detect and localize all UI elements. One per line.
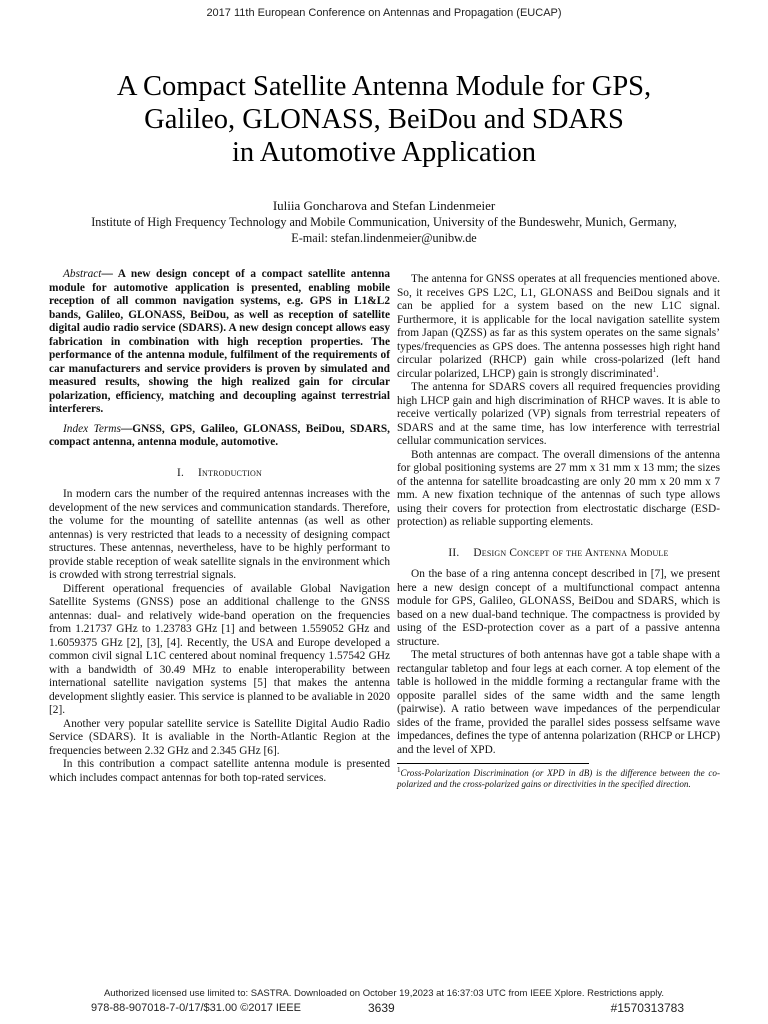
dimensions-paragraph: Both antennas are compact. The overall dimensions of the antenna for global positioning systems are 27 mm x 31 mm x 13 mm; the sizes of the antenna for satellite broadcasting are only 20 mm x 20 mm x 7 mm. A new fixation technique of the antennas of such type allows using their covers for protection from electrostatic discharge (ESD-protection) as reliable supporting elements. — [397, 448, 720, 528]
abstract-label: Abstract — [63, 268, 102, 280]
abstract — [49, 268, 390, 417]
footnote-divider — [397, 763, 589, 764]
isbn-copyright: 978-88-907018-7-0/17/$31.00 ©2017 IEEE — [91, 1002, 301, 1014]
paragraph-text: The antenna for GNSS operates at all frequencies mentioned above. So, it receives GPS L2C, L1, GLONASS and BeiDou signals and it can be applied for a system based on the new L1C signal. Furthermore, it is applicable for the local navigation satellite system from Japan (QZSS) as far as this system operates on the same signals’ types/frequencies as GPS does. The antenna possesses high right hand circular polarized (RHCP) gain while cross-polarized (left hand circular polarized, LHCP) gain is strongly discriminated — [397, 273, 720, 380]
affiliation-line: Institute of High Frequency Technology and Mobile Communication, University of the Bundeswehr, Munich, Germany, — [91, 215, 677, 229]
section-number: II. — [448, 546, 460, 559]
intro-paragraph: In this contribution a compact satellite antenna module is presented which includes compact antennas for both top-rated services. — [49, 758, 390, 784]
section-title: Introduction — [198, 466, 262, 479]
page-number: 3639 — [368, 1001, 395, 1015]
left-column — [49, 268, 390, 785]
index-terms-label: Index Terms — [63, 422, 121, 435]
intro-paragraph: In modern cars the number of the required antennas increases with the development of the new services and communication standards. Therefore, the volume for the mounting of satellite antennas (as well as other antennas) is very restricted that leads to a necessity of designing compact structures. These antennas, nevertheless, have to be highly performant to provide stable reception of weak satellite signals in the environment which is crowded with strong terrestrial signals. — [49, 488, 390, 581]
section-heading-design-concept — [397, 547, 720, 561]
title-line: A Compact Satellite Antenna Module for GPS, — [116, 71, 652, 102]
footnote-ref: 1 — [652, 365, 656, 374]
affiliation — [0, 214, 768, 246]
footnote — [397, 765, 720, 790]
intro-paragraph: Another very popular satellite service is Satellite Digital Audio Radio Service (SDARS). It is avaliable in the North-Atlantic Region at the frequencies between 2.32 GHz and 2.345 GHz [6]. — [49, 717, 390, 757]
index-terms-text: —GNSS, GPS, Galileo, GLONASS, BeiDou, SDARS, compact antenna, antenna module, automotive. — [49, 422, 390, 448]
sdars-antenna-paragraph: The antenna for SDARS covers all required frequencies providing high LHCP gain and high discrimination of RHCP waves. It is able to receive vertically polarized (VP) signals from terrestrial repeaters of SDARS and at the same time, has low interference with terrestrial cellular communication services. — [397, 381, 720, 447]
abstract-text: — A new design concept of a compact satellite antenna module for automotive application is presented, enabling mobile reception of all common navigation systems, e.g. GPS in L1&L2 bands, Galileo, GLONASS, BeiDou, as well as reception of satellite digital audio radio service (SDARS). A new design concept allows easy fabrication in combination with high reception properties. The performance of the antenna module, fulfilment of the requirements of car manufacturers and service providers is proven by simulated and measured results, showing the high realized gain for circular polarization, efficiency, matching and decoupling against terrestrial interferers. — [49, 268, 390, 415]
paragraph-end: . — [655, 367, 659, 380]
author-email: E-mail: stefan.lindenmeier@unibw.de — [291, 231, 477, 245]
gnss-antenna-paragraph — [397, 273, 720, 381]
footnote-text: Cross-Polarization Discrimination (or XPD in dB) is the difference between the co-polarized and the cross-polarized gains or directivities in the specified direction. — [397, 768, 720, 789]
design-paragraph: On the base of a ring antenna concept described in [7], we present here a new design concept of a multifunctional compact antenna module for GPS, Galileo, GLONASS, BeiDou and SDARS, which is based on a new dual-band technique. The compactness is provided by using of the ESD-protection cover as a part of a passive antenna structure. — [397, 568, 720, 648]
footnote-mark: 1 — [397, 765, 401, 774]
section-number: I. — [177, 466, 185, 479]
title-line: Galileo, GLONASS, BeiDou and SDARS — [144, 104, 624, 135]
conference-header: 2017 11th European Conference on Antennas and Propagation (EUCAP) — [206, 7, 562, 19]
index-terms — [49, 423, 390, 450]
section-title: Design Concept of the Antenna Module — [473, 546, 669, 559]
license-notice: Authorized licensed use limited to: SASTRA. Downloaded on October 19,2023 at 16:37:03 UTC from IEEE Xplore. Restrictions apply. — [103, 988, 665, 999]
section-heading-introduction — [49, 467, 390, 481]
title-line: in Automotive Application — [232, 137, 536, 168]
right-column — [397, 273, 720, 790]
authors: Iuliia Goncharova and Stefan Lindenmeier — [272, 198, 496, 213]
design-paragraph: The metal structures of both antennas have got a table shape with a rectangular tabletop and four legs at each corner. A top element of the table is hollowed in the middle forming a rectangular frame with the opposite parallel sides of the same width and the same length (pairwise). A ratio between wave impedances of the perpendicular sides of the frame, provided the parallel sides possess selfsame wave impedances, defines the type of antenna polarization (RHCP or LHCP) and the level of XPD. — [397, 649, 720, 756]
page-footer — [0, 1002, 768, 1018]
intro-paragraph: Different operational frequencies of available Global Navigation Satellite Systems (GNSS) pose an additional challenge to the GNSS antennas: dual- and relatively wide-band operation on the frequencies from 1.21737 GHz to 1.23783 GHz [1] and between 1.559052 GHz and 1.6059375 GHz [2], [3], [4]. Recently, the USA and Europe developed a common civil signal L1C centered about nominal frequency 1.57542 GHz with a bandwidth of 30.49 MHz to enable interoperability between international satellite navigation systems [5] that makes the antenna development slightly easier. This service is planned to be avaliable in 2020 [2]. — [49, 582, 390, 716]
paper-id: #1570313783 — [610, 1001, 684, 1015]
paper-title — [40, 70, 728, 169]
